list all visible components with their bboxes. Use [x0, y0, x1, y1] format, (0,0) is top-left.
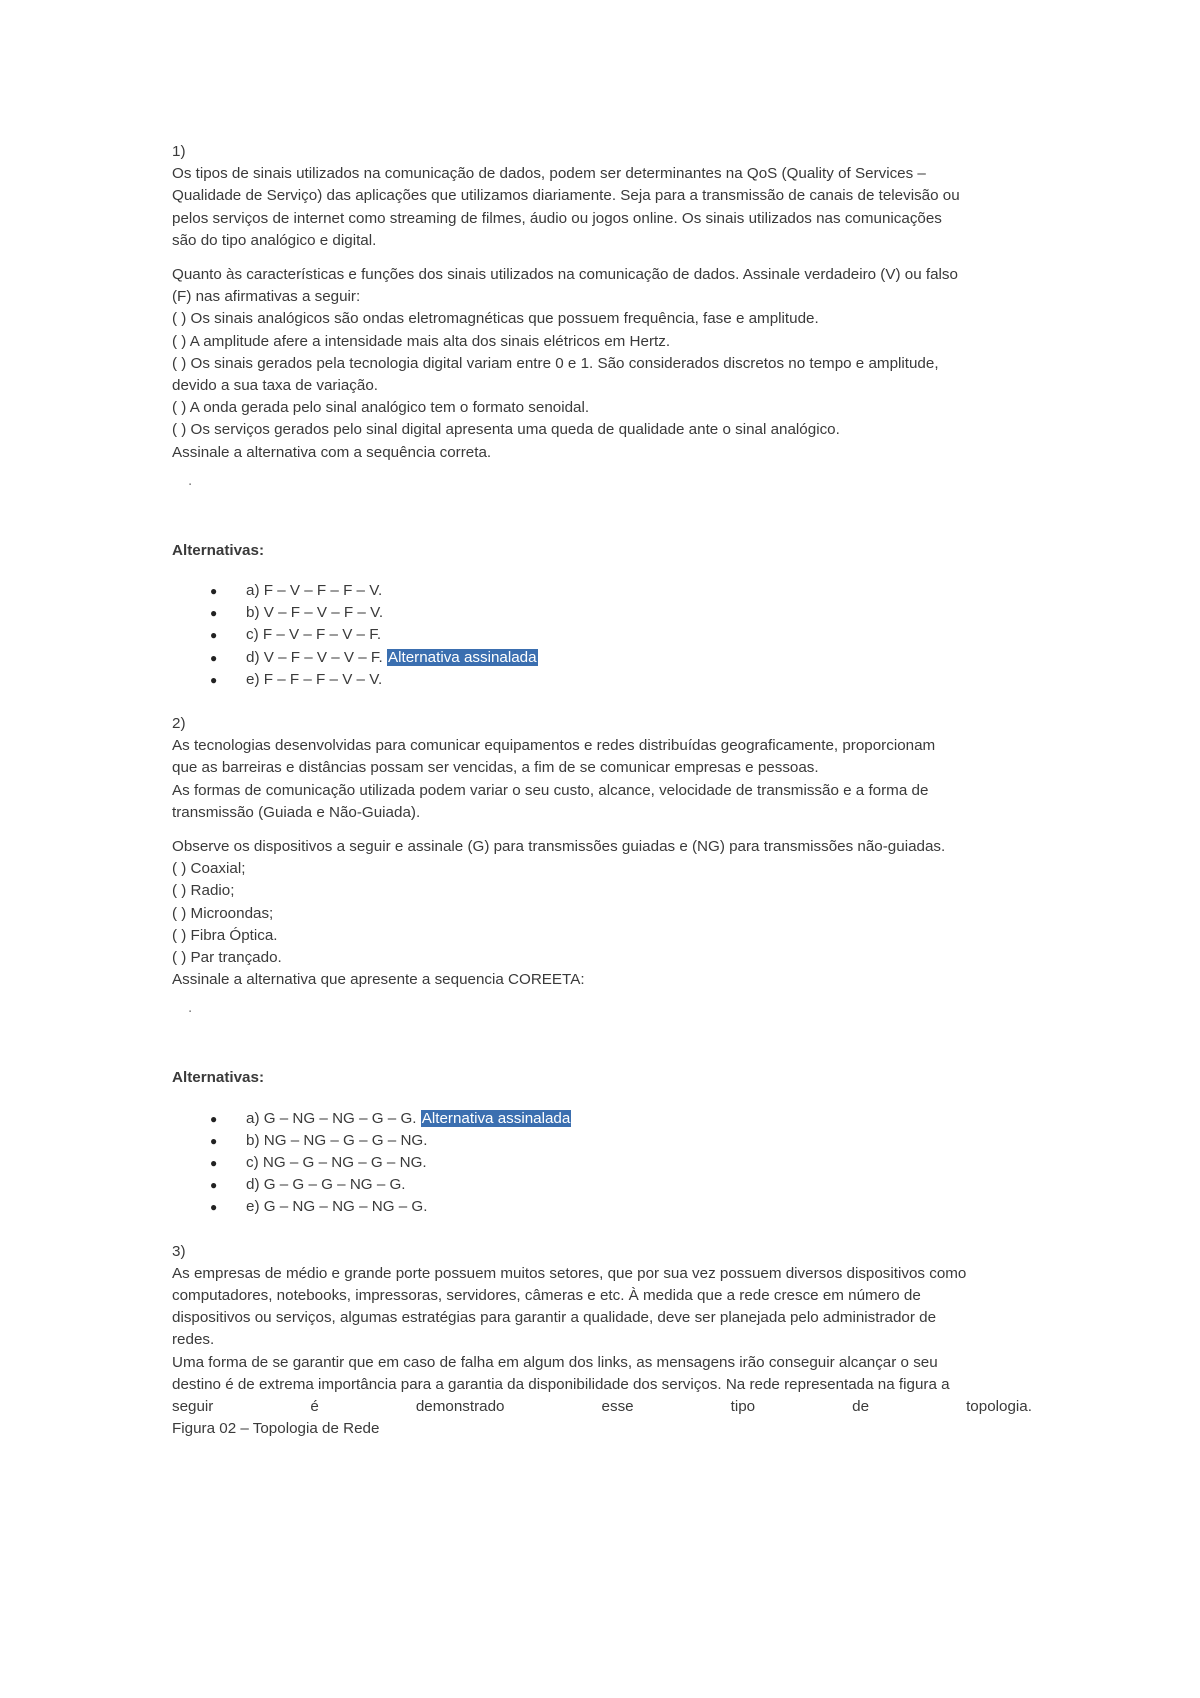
text-line: devido a sua taxa de variação.: [172, 377, 379, 395]
alternative-b[interactable]: ● b) NG – NG – G – G – NG.: [172, 1130, 1032, 1152]
instruction-line: Assinale a alternativa que apresente a sequencia COREETA:: [172, 971, 585, 989]
statement-line: ( ) A onda gerada pelo sinal analógico tem o formato senoidal.: [172, 399, 590, 417]
alternative-d[interactable]: ● d) V – F – V – V – F. Alternativa assinalada: [172, 647, 1032, 669]
bullet-icon: ●: [210, 650, 218, 665]
alternatives-list: [172, 1108, 1032, 1219]
text-line: (F) nas afirmativas a seguir:: [172, 288, 361, 306]
bullet-icon: ●: [210, 606, 218, 621]
alternatives-title: Alternativas:: [172, 541, 265, 559]
instruction-line: Assinale a alternativa com a sequência correta.: [172, 443, 492, 461]
alternative-a[interactable]: ● a) G – NG – NG – G – G. Alternativa assinalada: [172, 1108, 1032, 1130]
text-line: dispositivos ou serviços, algumas estratégias para garantir a qualidade, deve ser planejada pelo administrador de: [172, 1309, 937, 1327]
alternative-d[interactable]: ● d) G – G – G – NG – G.: [172, 1174, 1032, 1196]
alternatives-title: Alternativas:: [172, 1069, 265, 1087]
bullet-icon: ●: [210, 1156, 218, 1170]
alternatives-list: [172, 580, 1032, 691]
word: topologia.: [966, 1397, 1032, 1415]
alternative-b[interactable]: ● b) V – F – V – F – V.: [172, 602, 1032, 624]
statement-line: ( ) Os serviços gerados pelo sinal digital apresenta uma queda de qualidade ante o sinal analógico.: [172, 421, 840, 439]
text-line: que as barreiras e distâncias possam ser vencidas, a fim de se comunicar empresas e pessoas.: [172, 759, 819, 777]
text-line: são do tipo analógico e digital.: [172, 231, 377, 249]
text-line: Observe os dispositivos a seguir e assinale (G) para transmissões guiadas e (NG) para transmissões não-guiadas.: [172, 838, 946, 855]
question-1: [172, 141, 1032, 691]
figure-caption: Figura 02 – Topologia de Rede: [172, 1420, 380, 1438]
text-line: Os tipos de sinais utilizados na comunicação de dados, podem ser determinantes na QoS (Quality of Services –: [172, 165, 926, 183]
justified-line: [172, 1396, 1032, 1418]
text-line: computadores, notebooks, impressoras, servidores, câmeras e etc. À medida que a rede cresce em número de: [172, 1286, 921, 1304]
statement-line: ( ) Os sinais gerados pela tecnologia digital variam entre 0 e 1. São considerados discretos no tempo e amplitude,: [172, 354, 939, 372]
question-body: [172, 264, 1032, 464]
alternative-e[interactable]: ● e) F – F – F – V – V.: [172, 669, 1032, 691]
text-line: Quanto às características e funções dos sinais utilizados na comunicação de dados. Assinale verdadeiro (V) ou falso: [172, 266, 958, 284]
word: tipo: [730, 1397, 756, 1415]
text-line: redes.: [172, 1331, 215, 1349]
text-line: Qualidade de Serviço) das aplicações que utilizamos diariamente. Seja para a transmissão de canais de televisão ou: [172, 187, 960, 205]
question-intro: [172, 735, 1032, 824]
selected-answer-badge: Alternativa assinalada: [421, 1109, 571, 1127]
bullet-icon: ●: [210, 628, 218, 643]
selected-answer-badge: Alternativa assinalada: [387, 648, 537, 666]
question-intro: [172, 163, 1032, 252]
text-line: pelos serviços de internet como streaming de filmes, áudio ou jogos online. Os sinais utilizados nas comunicações: [172, 209, 942, 227]
text-line: As formas de comunicação utilizada podem variar o seu custo, alcance, velocidade de transmissão e a forma de: [172, 781, 929, 799]
bullet-icon: ●: [210, 1133, 218, 1148]
word: seguir: [172, 1397, 214, 1415]
question-number: 1): [172, 143, 186, 160]
question-number: 3): [172, 1242, 186, 1260]
question-number: 2): [172, 714, 186, 732]
word: demonstrado: [415, 1397, 505, 1415]
answer-placeholder-dot: .: [188, 471, 193, 489]
statement-line: ( ) Radio;: [172, 882, 235, 900]
statement-line: ( ) Microondas;: [172, 904, 274, 922]
alternative-e[interactable]: ● e) G – NG – NG – NG – G.: [172, 1196, 1032, 1218]
statement-line: ( ) A amplitude afere a intensidade mais alta dos sinais elétricos em Hertz.: [172, 332, 671, 350]
bullet-icon: ●: [210, 1111, 218, 1126]
question-3: [172, 1241, 1032, 1441]
statement-line: ( ) Coaxial;: [172, 860, 246, 878]
statement-line: ( ) Par trançado.: [172, 949, 282, 967]
document-page: [172, 141, 1032, 1440]
text-line: Uma forma de se garantir que em caso de falha em algum dos links, as mensagens irão conseguir alcançar o seu: [172, 1353, 938, 1371]
statement-line: ( ) Fibra Óptica.: [172, 926, 278, 944]
text-line: transmissão (Guiada e Não-Guiada).: [172, 803, 421, 821]
bullet-icon: ●: [210, 1200, 218, 1215]
answer-placeholder-dot: .: [188, 999, 193, 1017]
alternative-c[interactable]: ● c) NG – G – NG – G – NG.: [172, 1152, 1032, 1174]
bullet-icon: ●: [210, 1178, 218, 1193]
word: de: [852, 1397, 870, 1415]
word: é: [310, 1397, 319, 1415]
text-line: As empresas de médio e grande porte possuem muitos setores, que por sua vez possuem diversos dispositivos como: [172, 1264, 967, 1282]
text-line: destino é de extrema importância para a garantia da disponibilidade dos serviços. Na rede representada na figura a: [172, 1375, 950, 1393]
alternative-a[interactable]: ● a) F – V – F – F – V.: [172, 580, 1032, 602]
bullet-icon: ●: [210, 584, 218, 599]
bullet-icon: ●: [210, 672, 218, 687]
alternative-c[interactable]: ● c) F – V – F – V – F.: [172, 624, 1032, 646]
question-body: [172, 836, 1032, 991]
question-2: [172, 713, 1032, 1219]
word: esse: [601, 1397, 634, 1415]
text-line: As tecnologias desenvolvidas para comunicar equipamentos e redes distribuídas geograficamente, proporcionam: [172, 737, 936, 755]
statement-line: ( ) Os sinais analógicos são ondas eletromagnéticas que possuem frequência, fase e amplitude.: [172, 310, 819, 328]
